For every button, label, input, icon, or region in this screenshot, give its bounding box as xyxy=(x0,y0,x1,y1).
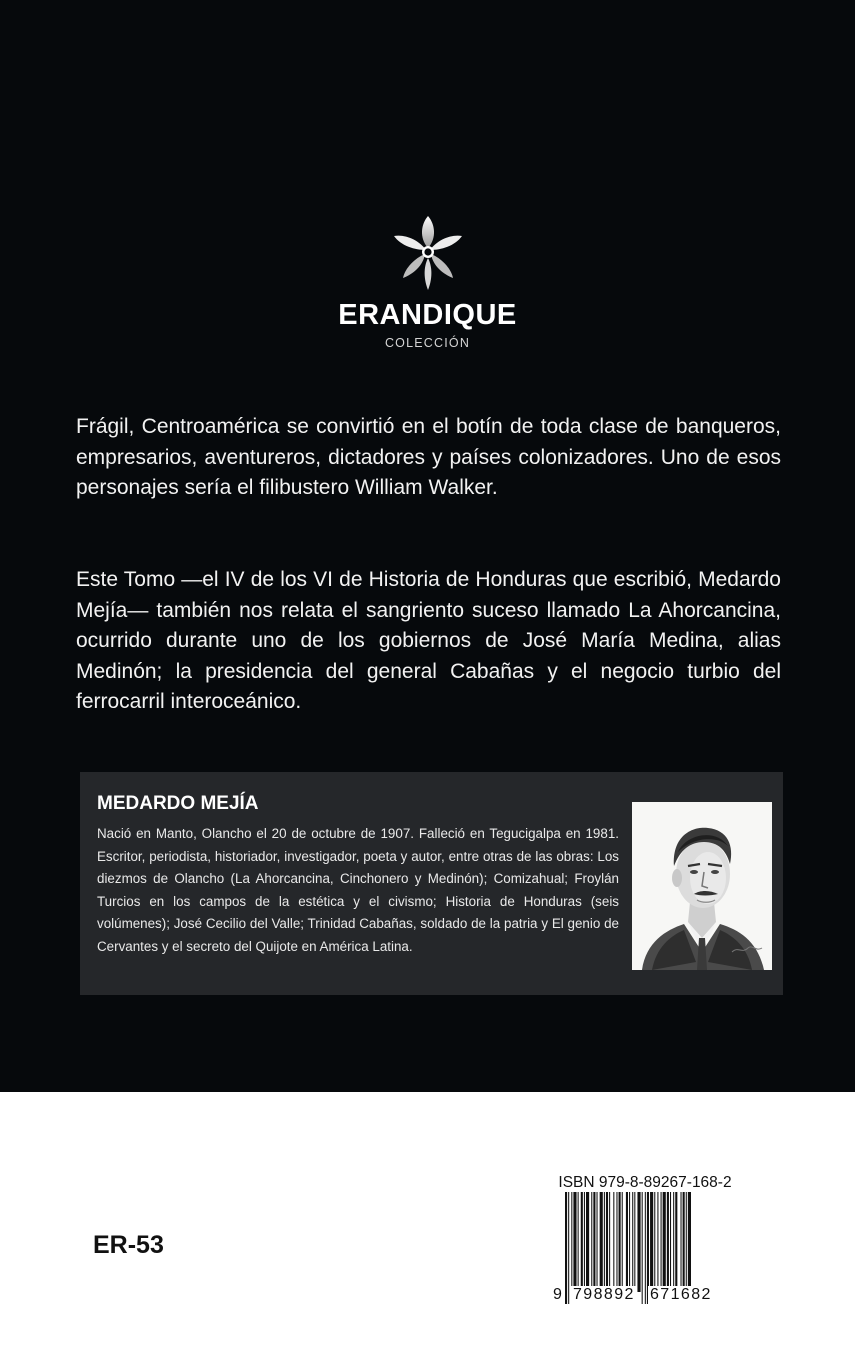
barcode-bar xyxy=(667,1192,669,1292)
barcode-bar xyxy=(600,1192,603,1292)
author-name: MEDARDO MEJÍA xyxy=(97,793,259,814)
barcode-bar xyxy=(622,1192,623,1292)
barcode-bar xyxy=(616,1192,617,1292)
barcode-bar xyxy=(573,1192,576,1292)
isbn-label: ISBN 979-8-89267-168-2 xyxy=(558,1174,732,1191)
barcode-bar xyxy=(578,1192,579,1292)
author-portrait-sketch xyxy=(632,802,772,970)
barcode-bar xyxy=(591,1192,592,1292)
barcode-bar xyxy=(654,1192,655,1292)
author-bio-text: Nació en Manto, Olancho el 20 de octubre de 1907. Falleció en Tegucigalpa en 1981. Escritor, periodista, historiador, investigador, poeta y autor, entre otras de las obras: Los diezmos de Olancho (La Ahorcancina, Cinchonero y Medinón); Comizahual; Froylán Turcios en los campos de la estética y el civismo; Historia de Honduras (seis volúmenes); José Cecilio del Valle; Trinidad Cabañas, soldado de la patria y El genio de Cervantes y el secreto del Quijote en América Latina. xyxy=(97,826,619,954)
barcode-bar xyxy=(626,1192,628,1292)
publisher-collection-label: COLECCIÓN xyxy=(384,336,471,350)
barcode-bar xyxy=(632,1192,633,1292)
barcode-bar xyxy=(650,1192,653,1292)
blurb-paragraph-1 xyxy=(76,412,781,504)
barcode-bar xyxy=(609,1192,610,1292)
back-cover-white-strip xyxy=(0,1092,855,1360)
barcode-bar xyxy=(686,1192,687,1292)
barcode-digits xyxy=(553,1284,735,1310)
barcode-bar xyxy=(597,1192,598,1292)
barcode-bar xyxy=(683,1192,685,1292)
barcode-bar xyxy=(675,1192,677,1292)
blurb-text: Frágil, Centroamérica se convirtió en el botín de toda clase de banqueros, empresarios, aventureros, dictadores y países colonizadores. Uno de esos personajes sería el filibustero William Walker. xyxy=(76,415,781,499)
barcode-bar xyxy=(673,1192,674,1292)
barcode-bar xyxy=(584,1192,585,1292)
barcode-bar xyxy=(688,1192,691,1292)
barcode-bar xyxy=(619,1192,621,1292)
author-portrait xyxy=(632,802,772,970)
barcode-bar xyxy=(571,1192,572,1292)
barcode-bar xyxy=(661,1192,662,1292)
barcode-bar xyxy=(593,1192,595,1292)
author-bio-box xyxy=(80,772,783,995)
barcode-bar xyxy=(637,1192,640,1292)
barcode-bar xyxy=(657,1192,658,1292)
barcode-bar xyxy=(681,1192,682,1292)
collection-code: ER-53 xyxy=(93,1231,164,1259)
barcode-bar xyxy=(606,1192,608,1292)
barcode-first-digit: 9 xyxy=(553,1286,562,1303)
barcode-bar xyxy=(613,1192,614,1292)
publisher-logo xyxy=(0,214,855,351)
barcode-bar xyxy=(586,1192,589,1292)
barcode-bar xyxy=(634,1192,635,1292)
orchid-flower-icon xyxy=(393,214,463,292)
barcode-bar xyxy=(670,1192,671,1292)
barcode-bar xyxy=(629,1192,630,1292)
barcode-bar xyxy=(663,1192,666,1292)
publisher-name: ERANDIQUE xyxy=(338,299,517,331)
barcode-digit-group-2: 671682 xyxy=(650,1286,712,1303)
blurb-paragraph-2 xyxy=(76,565,781,718)
blurb-text: Este Tomo —el IV de los VI de Historia de Honduras que escribió, Medardo Mejía— también nos relata el sangriento suceso llamado La Ahorcancina, ocurrido durante uno de los gobiernos de José María Medina, alias Medinón; la presidencia del general Cabañas y el negocio turbio del ferrocarril interoceánico. xyxy=(76,568,781,713)
barcode-bar xyxy=(604,1192,605,1292)
barcode-bar xyxy=(581,1192,583,1292)
barcode-digit-group-1: 798892 xyxy=(573,1286,635,1303)
